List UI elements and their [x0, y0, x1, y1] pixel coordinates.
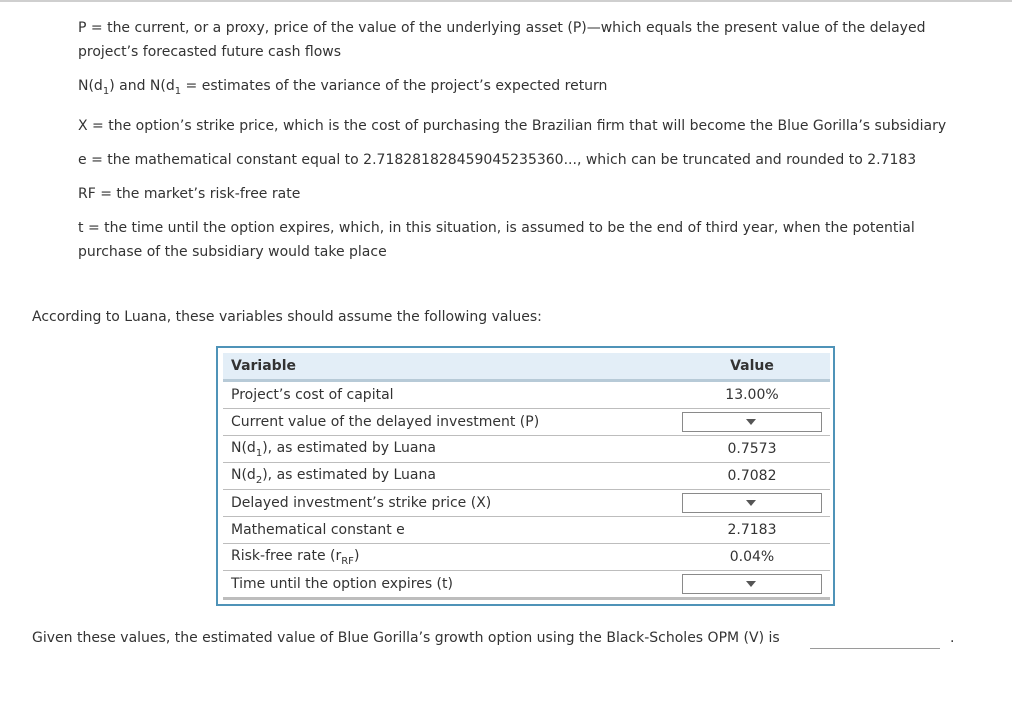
- table-row: [223, 409, 830, 436]
- row-value-constant-e: 2.7183: [674, 517, 830, 544]
- definitions-list: [78, 16, 978, 274]
- row-label-nd1: $N(d_1)$, as estimated by Luana: [223, 436, 674, 463]
- values-table: [223, 353, 830, 600]
- table-row: [223, 490, 830, 517]
- row-value-cost-of-capital: 13.00%: [674, 381, 830, 409]
- row-value-nd1: 0.7573: [674, 436, 830, 463]
- answer-blank-field[interactable]: [810, 648, 940, 649]
- time-dropdown[interactable]: [682, 574, 822, 594]
- table-row: [223, 381, 830, 409]
- row-label-strike-price: Delayed investment’s strike price (X): [223, 490, 674, 517]
- definition-nd: $N(d_1)$ and $N(d_1$ = estimates of the variance of the project’s expected return: [78, 78, 608, 97]
- strike-price-dropdown[interactable]: [682, 493, 822, 513]
- top-divider: [0, 0, 1012, 2]
- current-value-dropdown[interactable]: [682, 412, 822, 432]
- intro-text: According to Luana, these variables should assume the following values:: [32, 309, 542, 325]
- definition-p: P = the current, or a proxy, price of the value of the underlying asset (P)—which equals the present value of the delayed project’s forecasted future cash flows: [78, 20, 926, 60]
- row-label-risk-free: Risk-free rate $(r_{RF})$: [223, 544, 674, 571]
- table-row: [223, 436, 830, 463]
- row-label-nd2: $N(d_2)$, as estimated by Luana: [223, 463, 674, 490]
- row-label-cost-of-capital: Project’s cost of capital: [223, 381, 674, 409]
- definition-t: t = the time until the option expires, which, in this situation, is assumed to be the end of third year, when the potential purchase of the subsidiary would take place: [78, 219, 915, 260]
- header-value: Value: [674, 353, 830, 381]
- definition-rf: RF = the market’s risk-free rate: [78, 185, 301, 202]
- header-variable: Variable: [223, 353, 674, 381]
- chevron-down-icon: [746, 581, 756, 587]
- definition-x: X = the option’s strike price, which is the cost of purchasing the Brazilian firm that will become the Blue Gorilla’s subsidiary: [78, 117, 947, 134]
- table-row: [223, 544, 830, 571]
- definition-e: e = the mathematical constant equal to 2.718281828459045235360..., which can be truncated and rounded to 2.7183: [78, 151, 917, 168]
- chevron-down-icon: [746, 419, 756, 425]
- table-row: [223, 463, 830, 490]
- row-label-current-value: Current value of the delayed investment (P): [223, 409, 674, 436]
- row-label-time: Time until the option expires (t): [223, 571, 674, 599]
- table-row: [223, 517, 830, 544]
- table-row: [223, 571, 830, 599]
- row-label-constant-e: Mathematical constant e: [223, 517, 674, 544]
- final-period: .: [950, 630, 955, 646]
- values-table-frame: [216, 346, 835, 606]
- chevron-down-icon: [746, 500, 756, 506]
- final-question: Given these values, the estimated value of Blue Gorilla’s growth option using the Black-Scholes OPM (V) is: [32, 630, 780, 646]
- row-value-nd2: 0.7082: [674, 463, 830, 490]
- row-value-risk-free: 0.04%: [674, 544, 830, 571]
- table-header-row: [223, 353, 830, 381]
